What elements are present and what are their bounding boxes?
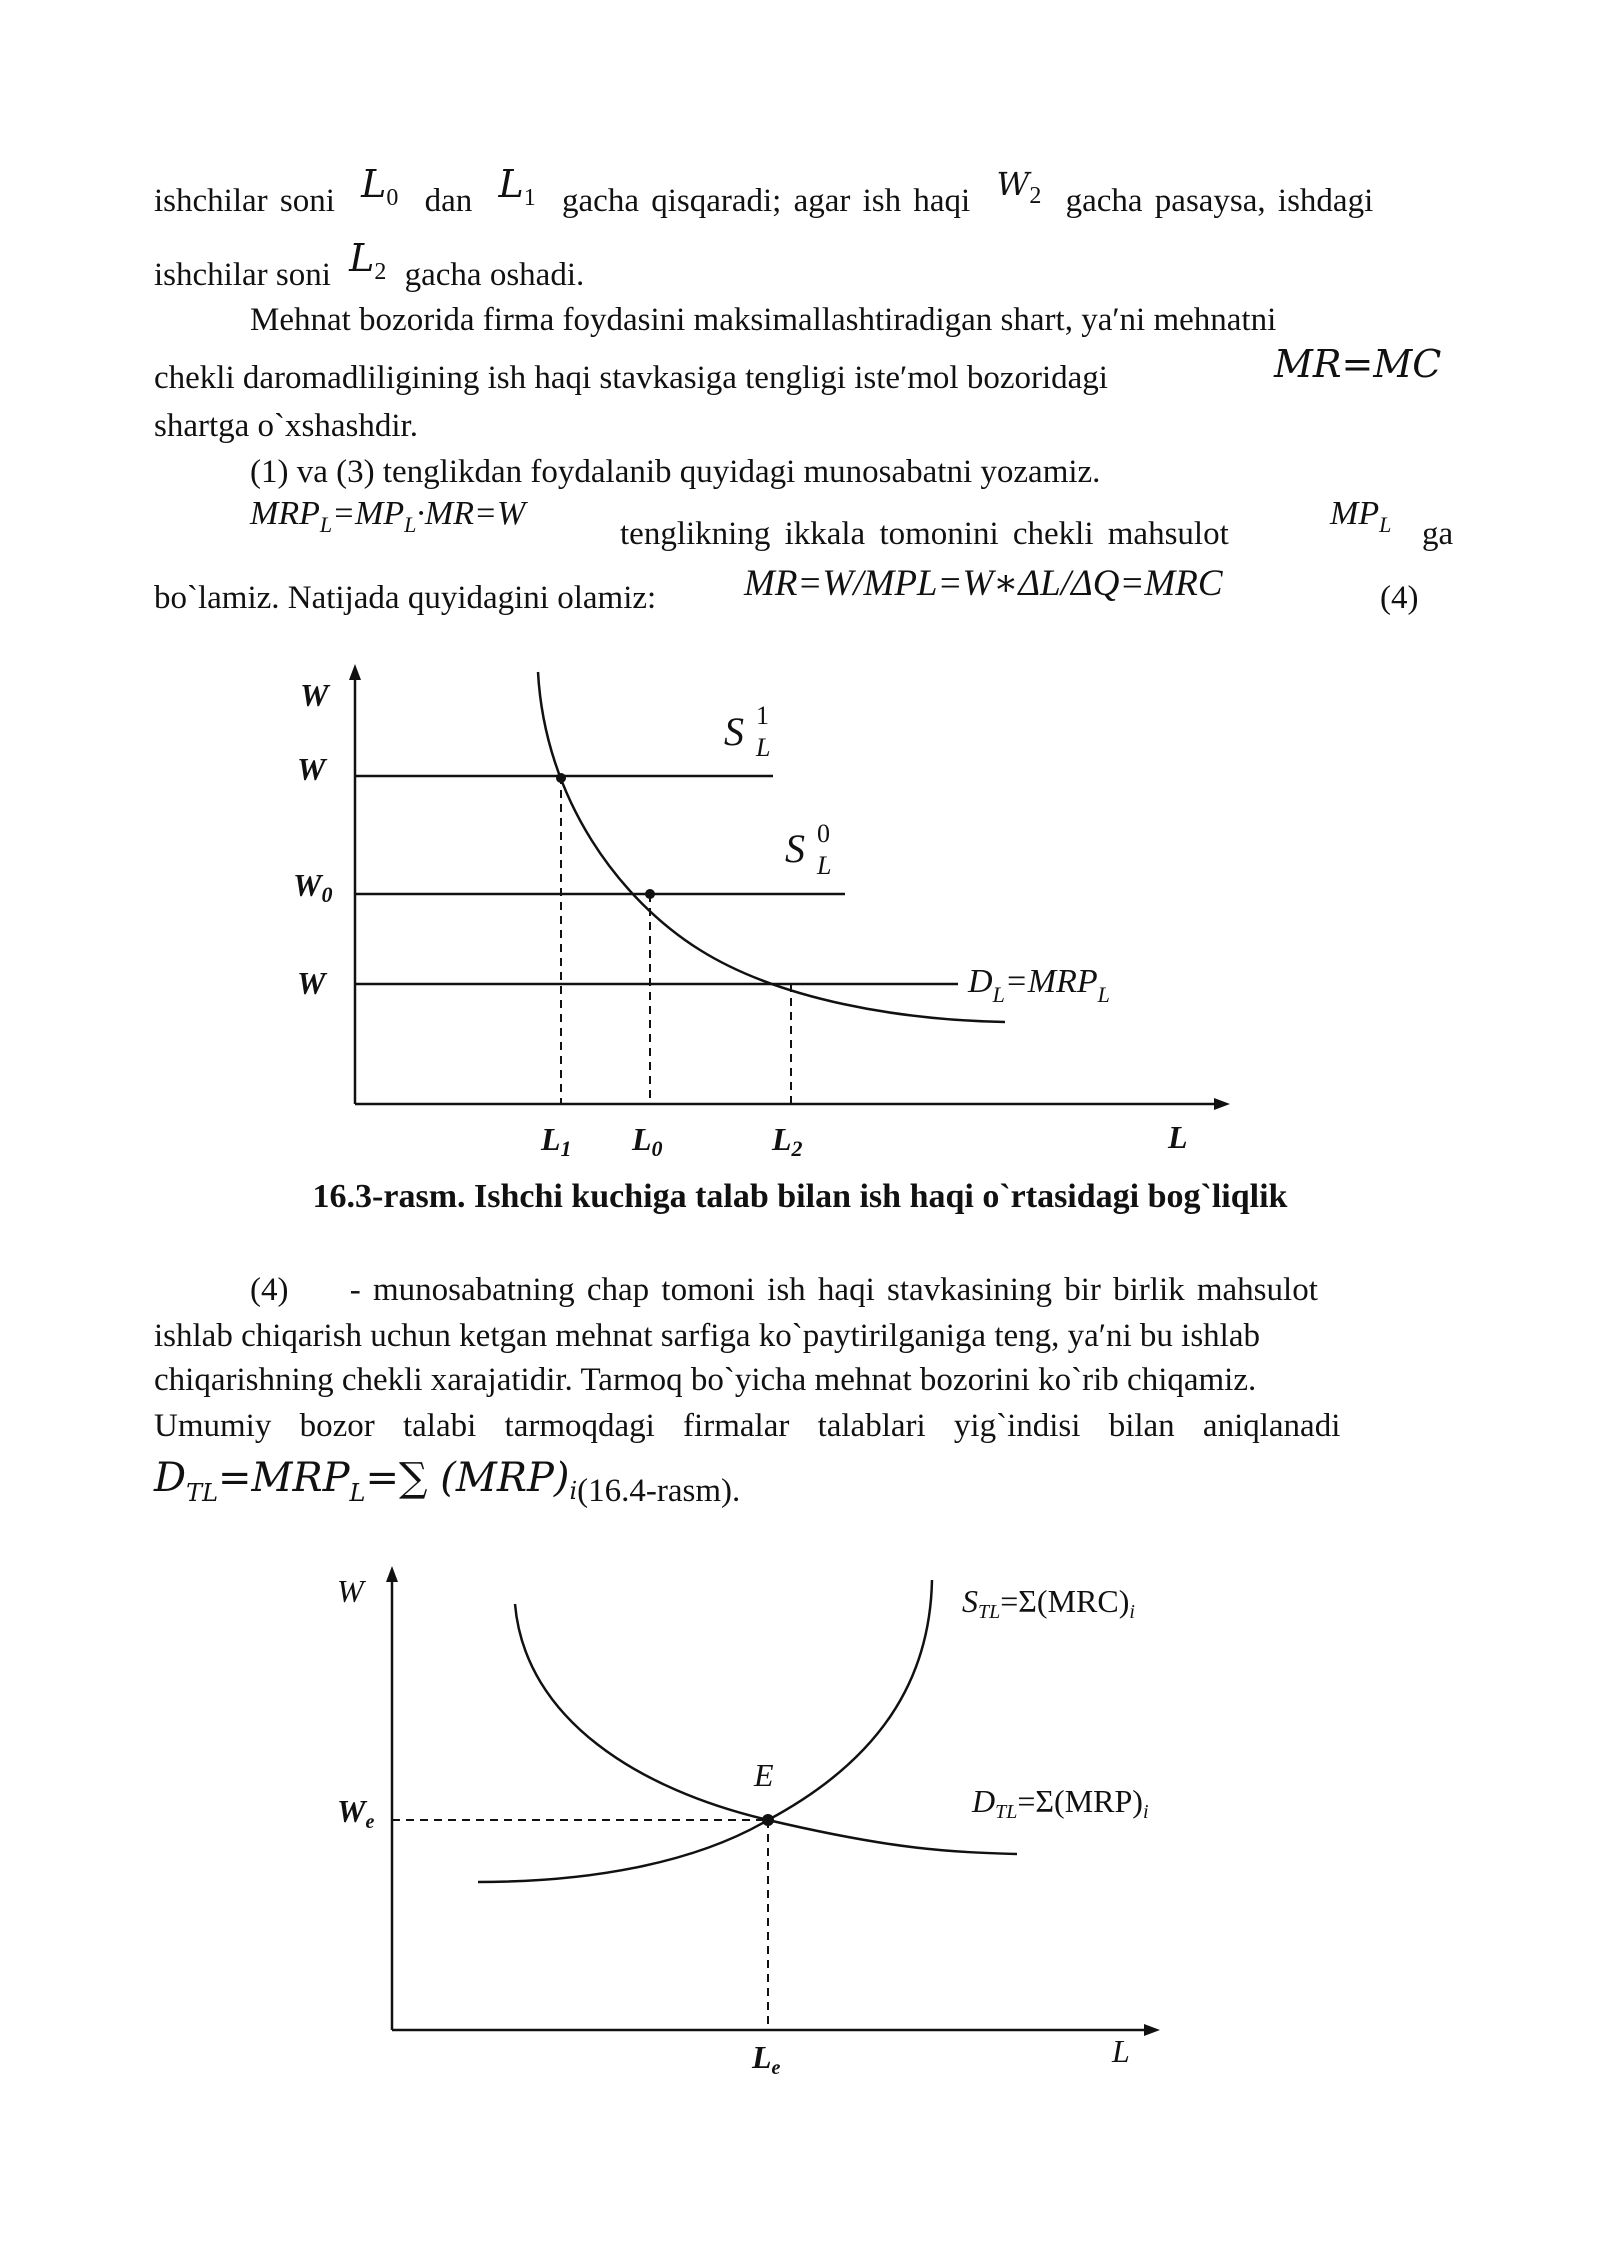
y-axis-label: W — [300, 677, 329, 713]
text-segment: (16.4-rasm). — [577, 1473, 741, 1509]
tick-w-top: W — [297, 751, 326, 787]
y-axis-arrow — [386, 1566, 398, 1582]
math-L2: $L_2$ — [349, 236, 387, 285]
label-s0-sup: 0 — [817, 819, 830, 848]
label-demand: $D_L=MRP_L$ — [968, 963, 1110, 1007]
label-s1: S — [724, 709, 744, 754]
x-axis-label: L — [1112, 2033, 1130, 2069]
figure-caption: 16.3-rasm. Ishchi kuchiga talab bilan ish haqi o`rtasidagi bog`liqlik — [312, 1178, 1288, 1215]
y-axis-label: W — [337, 1573, 364, 1609]
formula-dtl: $D_{TL}=MRP_L=\sum$ $(MRP)_i$ — [154, 1455, 578, 1507]
label-supply: STL=Σ(MRC)i — [962, 1583, 1135, 1623]
tick-l2: L2 — [772, 1121, 803, 1161]
formula-mr-mrc: MR=W/MPL=W∗ΔL/ΔQ=MRC — [744, 563, 1223, 604]
label-e: E — [754, 1757, 774, 1793]
text-segment: chekli daromadliligining ish haqi stavkasiga tengligi iste′mol bozoridagi — [154, 360, 1108, 396]
tick-we: We — [337, 1793, 375, 1833]
tick-w0: W0 — [293, 867, 333, 907]
text-segment: dan — [424, 183, 473, 219]
tick-l1: L1 — [541, 1121, 572, 1161]
text-segment: ishchilar soni — [154, 257, 331, 293]
label-s0-sub: L — [817, 851, 832, 880]
text-segment: gacha pasaysa, ishdagi — [1065, 183, 1374, 219]
tick-w-bottom: W — [297, 965, 326, 1001]
x-axis-arrow — [1144, 2024, 1160, 2036]
formula-mrp: $MRP_L=MP_L\cdot MR=W$ — [250, 495, 526, 537]
text-segment: ishlab chiqarish uchun ketgan mehnat sarfiga ko`paytirilganiga teng, ya′ni bu ishlab — [154, 1318, 1260, 1354]
label-s0: S — [785, 826, 805, 871]
text-segment: gacha qisqaradi; agar ish haqi — [562, 183, 971, 219]
supply-curve — [478, 1580, 932, 1882]
text-segment: chiqarishning chekli xarajatidir. Tarmoq bo`yicha mehnat bozorini ko`rib chiqamiz. — [154, 1362, 1257, 1398]
equilibrium-point — [762, 1814, 774, 1826]
math-W2: $W_2$ — [996, 165, 1042, 209]
label-s1-sup: 1 — [756, 701, 769, 730]
text-segment: ishchilar soni — [154, 183, 335, 219]
text-segment: Mehnat bozorida firma foydasini maksimallashtiradigan shart, ya′ni mehnatni — [250, 302, 1277, 338]
text-segment: (1) va (3) tenglikdan foydalanib quyidagi munosabatni yozamiz. — [250, 454, 1101, 490]
math-L1: $L_1$ — [498, 162, 536, 211]
x-axis-label: L — [1168, 1119, 1188, 1155]
tick-l0: L0 — [632, 1121, 663, 1161]
tick-le: Le — [752, 2039, 781, 2079]
text-segment: tenglikning ikkala tomonini chekli mahsulot — [620, 516, 1229, 552]
text-segment: gacha oshadi. — [404, 257, 585, 293]
text-segment: (4) - munosabatning chap tomoni ish haqi stavkasining bir birlik mahsulot — [250, 1272, 1318, 1308]
text-segment: Umumiy bozor talabi tarmoqdagi firmalar talablari yig`indisi bilan aniqlanadi — [154, 1408, 1341, 1444]
text-segment: bo`lamiz. Natijada quyidagini olamiz: — [154, 580, 657, 616]
text-segment: shartga o`xshashdir. — [154, 408, 418, 444]
formula-mpl: $MP_L$ — [1330, 495, 1392, 537]
label-s1-sub: L — [756, 733, 771, 762]
equation-number: (4) — [1380, 580, 1419, 616]
formula-mr-mc: MR=MC — [1274, 342, 1442, 386]
text-segment: ga — [1422, 516, 1454, 552]
math-L0: $L_0$ — [361, 162, 399, 211]
label-demand: DTL=Σ(MRP)i — [972, 1783, 1149, 1823]
